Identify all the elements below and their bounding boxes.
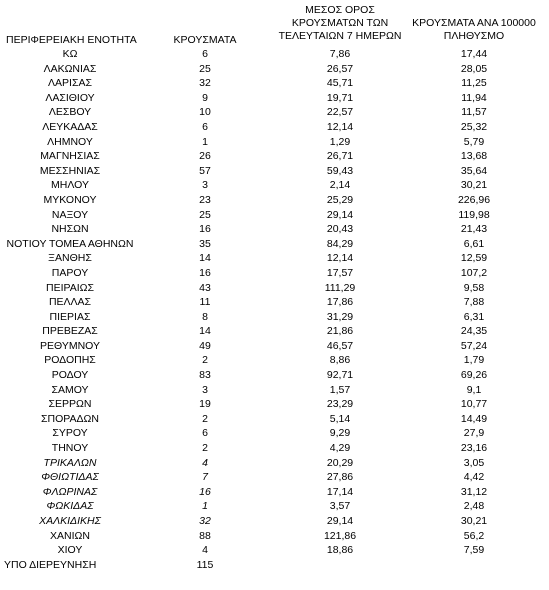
per-100000-cell: 31,12 <box>460 485 488 498</box>
region-cell: ΤΡΙΚΑΛΩΝ <box>43 456 97 469</box>
per-100000-cell: 6,61 <box>463 237 485 250</box>
avg-cell: 20,29 <box>326 456 354 469</box>
per-100000-cell: 17,44 <box>460 48 488 60</box>
region-cell: ΡΟΔΟΠΗΣ <box>44 354 96 367</box>
table-row <box>0 456 549 471</box>
cases-cell: 7 <box>202 471 208 484</box>
table-row <box>0 281 549 296</box>
avg-cell: 19,71 <box>326 91 354 104</box>
avg-cell: 31,29 <box>326 310 354 323</box>
region-cell: ΠΡΕΒΕΖΑΣ <box>42 325 98 338</box>
avg-cell: 45,71 <box>326 77 354 90</box>
per-100000-cell: 4,42 <box>463 471 485 484</box>
region-cell: ΧΑΛΚΙΔΙΚΗΣ <box>39 515 101 527</box>
cases-cell: 2 <box>202 442 208 455</box>
per-100000-cell: 27,9 <box>463 427 485 440</box>
cases-cell: 10 <box>199 106 211 119</box>
avg-cell: 4,29 <box>329 442 351 455</box>
per-100000-cell: 119,98 <box>458 208 490 221</box>
avg-cell: 17,14 <box>326 485 354 498</box>
per-100000-cell: 6,31 <box>463 310 485 323</box>
table-row <box>0 426 549 441</box>
avg-cell: 27,86 <box>326 471 354 484</box>
table-row <box>0 266 549 281</box>
avg-cell: 21,86 <box>326 325 354 338</box>
table-row <box>0 295 549 310</box>
cases-cell: 25 <box>199 208 211 221</box>
per-100000-cell: 14,49 <box>460 412 488 425</box>
table-row <box>0 339 549 354</box>
region-cell: ΣΑΜΟΥ <box>51 383 89 396</box>
table-row <box>0 529 549 544</box>
header-avg-line3: ΤΕΛΕΥΤΑΙΩΝ 7 ΗΜΕΡΩΝ <box>278 30 402 42</box>
avg-cell: 29,14 <box>326 515 354 527</box>
table-row <box>0 441 549 456</box>
region-cell: ΡΕΘΥΜΝΟΥ <box>39 339 100 352</box>
region-cell: ΦΛΩΡΙΝΑΣ <box>42 485 98 498</box>
table-row <box>0 397 549 412</box>
cases-cell: 3 <box>202 383 208 396</box>
per-100000-cell: 24,35 <box>460 325 488 338</box>
cases-cell: 9 <box>202 91 208 104</box>
per-100000-cell: 11,94 <box>461 91 487 104</box>
per-100000-cell: 3,05 <box>463 456 485 469</box>
avg-cell: 17,57 <box>326 266 354 279</box>
region-cell: ΣΕΡΡΩΝ <box>48 398 92 411</box>
avg-cell: 25,29 <box>326 193 354 206</box>
table-row <box>0 499 549 514</box>
table-row <box>0 208 549 223</box>
region-cell: ΛΕΥΚΑΔΑΣ <box>42 120 98 133</box>
region-cell: ΞΑΝΘΗΣ <box>48 252 92 265</box>
per-100000-cell: 12,59 <box>460 252 488 265</box>
per-100000-cell: 226,96 <box>457 193 491 206</box>
per-100000-cell: 30,21 <box>460 515 488 527</box>
header-per-line1: ΚΡΟΥΣΜΑΤΑ ΑΝΑ 100000 <box>412 17 536 29</box>
cases-cell: 6 <box>202 120 208 133</box>
cases-cell: 88 <box>199 529 211 542</box>
cases-cell: 14 <box>199 252 211 265</box>
avg-cell: 26,57 <box>326 62 354 75</box>
per-100000-cell: 28,05 <box>460 62 488 75</box>
cases-cell: 83 <box>199 369 211 382</box>
cases-cell: 6 <box>202 48 208 60</box>
table-row <box>0 237 549 252</box>
cases-cell: 3 <box>202 179 208 192</box>
region-cell: ΜΥΚΟΝΟΥ <box>43 193 97 206</box>
per-100000-cell: 5,79 <box>463 135 485 148</box>
avg-cell: 23,29 <box>326 398 354 411</box>
per-100000-cell: 2,48 <box>463 500 485 513</box>
table-row <box>0 412 549 427</box>
avg-cell: 17,86 <box>326 296 354 309</box>
table-row <box>0 193 549 208</box>
per-100000-cell: 11,57 <box>461 106 487 119</box>
region-cell: ΛΗΜΝΟΥ <box>47 135 93 148</box>
region-cell: ΚΩ <box>62 48 78 60</box>
region-cell: ΣΥΡΟΥ <box>52 427 88 440</box>
avg-cell: 20,43 <box>326 223 354 236</box>
region-cell: ΥΠΟ ΔΙΕΡΕΥΝΗΣΗ <box>4 558 97 571</box>
table-row <box>0 324 549 339</box>
avg-cell: 92,71 <box>326 369 354 382</box>
region-cell: ΠΕΙΡΑΙΩΣ <box>46 281 94 294</box>
per-100000-cell: 13,68 <box>460 150 488 163</box>
per-100000-cell: 107,2 <box>460 266 488 279</box>
region-cell: ΜΑΓΝΗΣΙΑΣ <box>40 150 100 163</box>
per-100000-cell: 56,2 <box>463 529 485 542</box>
cases-cell: 35 <box>199 237 211 250</box>
table-row <box>0 514 549 529</box>
table-body <box>0 47 549 572</box>
per-100000-cell: 1,79 <box>463 354 485 367</box>
table-row <box>0 383 549 398</box>
cases-cell: 6 <box>202 427 208 440</box>
cases-cell: 4 <box>202 544 208 557</box>
per-100000-cell: 7,59 <box>463 544 485 557</box>
avg-cell: 12,14 <box>326 252 354 265</box>
table-row <box>0 543 549 558</box>
table-row <box>0 149 549 164</box>
cases-cell: 4 <box>202 456 208 469</box>
table-row <box>0 91 549 106</box>
table-row <box>0 105 549 120</box>
cases-cell: 49 <box>199 339 211 352</box>
table-row <box>0 310 549 325</box>
cases-cell: 1 <box>202 500 208 513</box>
cases-cell: 23 <box>199 193 211 206</box>
per-100000-cell: 9,1 <box>466 383 482 396</box>
region-cell: ΛΑΣΙΘΙΟΥ <box>45 91 95 104</box>
region-cell: ΦΘΙΩΤΙΔΑΣ <box>41 471 99 484</box>
cases-cell: 2 <box>202 412 208 425</box>
table-row <box>0 120 549 135</box>
region-cell: ΠΑΡΟΥ <box>51 266 89 279</box>
table-row <box>0 47 549 62</box>
cases-cell: 25 <box>199 62 211 75</box>
cases-cell: 2 <box>202 354 208 367</box>
table-row <box>0 353 549 368</box>
table-row <box>0 485 549 500</box>
per-100000-cell: 21,43 <box>460 223 488 236</box>
per-100000-cell: 69,26 <box>460 369 488 382</box>
per-100000-cell: 7,88 <box>463 296 485 309</box>
avg-cell: 5,14 <box>329 412 351 425</box>
region-cell: ΠΕΛΛΑΣ <box>48 296 92 309</box>
per-100000-cell: 10,77 <box>460 398 488 411</box>
avg-cell: 12,14 <box>326 120 354 133</box>
region-cell: ΦΩΚΙΔΑΣ <box>46 500 94 513</box>
header-per-line2: ΠΛΗΘΥΣΜΟ <box>443 30 505 42</box>
table-row <box>0 470 549 485</box>
avg-cell: 3,57 <box>329 500 351 513</box>
cases-cell: 32 <box>199 515 211 527</box>
header-cases: ΚΡΟΥΣΜΑΤΑ <box>173 34 237 46</box>
table-row <box>0 178 549 193</box>
header-avg-line2: ΚΡΟΥΣΜΑΤΩΝ ΤΩΝ <box>291 17 389 29</box>
table-row <box>0 164 549 179</box>
avg-cell: 22,57 <box>326 106 354 119</box>
cases-cell: 19 <box>199 398 211 411</box>
avg-cell: 111,29 <box>324 281 356 294</box>
region-cell: ΛΕΣΒΟΥ <box>48 106 92 119</box>
table-row <box>0 368 549 383</box>
avg-cell: 2,14 <box>329 179 351 192</box>
cases-cell: 115 <box>196 558 214 571</box>
region-cell: ΛΑΚΩΝΙΑΣ <box>43 62 97 75</box>
region-cell: ΜΗΛΟΥ <box>51 179 89 192</box>
cases-cell: 16 <box>199 266 211 279</box>
cases-cell: 16 <box>199 223 211 236</box>
cases-cell: 14 <box>199 325 211 338</box>
region-cell: ΝΗΣΩΝ <box>51 223 89 236</box>
region-cell: ΡΟΔΟΥ <box>51 369 89 382</box>
cases-cell: 16 <box>199 485 211 498</box>
table-row <box>0 76 549 91</box>
header-avg-line1: ΜΕΣΟΣ ΟΡΟΣ <box>305 4 375 16</box>
avg-cell: 26,71 <box>326 150 354 163</box>
cases-cell: 32 <box>199 77 211 90</box>
avg-cell: 7,86 <box>329 48 351 60</box>
per-100000-cell: 9,58 <box>463 281 485 294</box>
header-region: ΠΕΡΙΦΕΡΕΙΑΚΗ ΕΝΟΤΗΤΑ <box>6 34 137 46</box>
cases-cell: 43 <box>199 281 211 294</box>
per-100000-cell: 57,24 <box>460 339 488 352</box>
per-100000-cell: 23,16 <box>460 442 488 455</box>
header-avg <box>270 4 410 43</box>
table-row <box>0 251 549 266</box>
avg-cell: 1,29 <box>329 135 351 148</box>
per-100000-cell: 25,32 <box>460 120 488 133</box>
cases-cell: 57 <box>199 164 211 177</box>
avg-cell: 46,57 <box>326 339 354 352</box>
avg-cell: 84,29 <box>326 237 354 250</box>
region-cell: ΝΟΤΙΟΥ ΤΟΜΕΑ ΑΘΗΝΩΝ <box>6 237 134 250</box>
avg-cell: 8,86 <box>329 354 351 367</box>
cases-cell: 1 <box>202 135 208 148</box>
table-row <box>0 558 549 573</box>
region-cell: ΠΙΕΡΙΑΣ <box>49 310 91 323</box>
cases-cell: 26 <box>199 150 211 163</box>
region-cell: ΜΕΣΣΗΝΙΑΣ <box>39 164 101 177</box>
region-cell: ΧΙΟΥ <box>57 544 83 557</box>
region-cell: ΛΑΡΙΣΑΣ <box>48 77 92 90</box>
header-per-100000 <box>404 17 544 43</box>
avg-cell: 29,14 <box>326 208 354 221</box>
region-cell: ΧΑΝΙΩΝ <box>50 529 90 542</box>
cases-cell: 8 <box>202 310 208 323</box>
avg-cell: 1,57 <box>329 383 351 396</box>
table-row <box>0 62 549 77</box>
avg-cell: 121,86 <box>323 529 357 542</box>
table-row <box>0 135 549 150</box>
cases-cell: 11 <box>199 296 211 309</box>
per-100000-cell: 35,64 <box>460 164 488 177</box>
region-cell: ΤΗΝΟΥ <box>51 442 89 455</box>
per-100000-cell: 30,21 <box>460 179 488 192</box>
per-100000-cell: 11,25 <box>461 77 487 90</box>
table-row <box>0 222 549 237</box>
region-cell: ΝΑΞΟΥ <box>51 208 89 221</box>
avg-cell: 18,86 <box>326 544 354 557</box>
avg-cell: 9,29 <box>329 427 351 440</box>
avg-cell: 59,43 <box>326 164 354 177</box>
region-cell: ΣΠΟΡΑΔΩΝ <box>41 412 99 425</box>
